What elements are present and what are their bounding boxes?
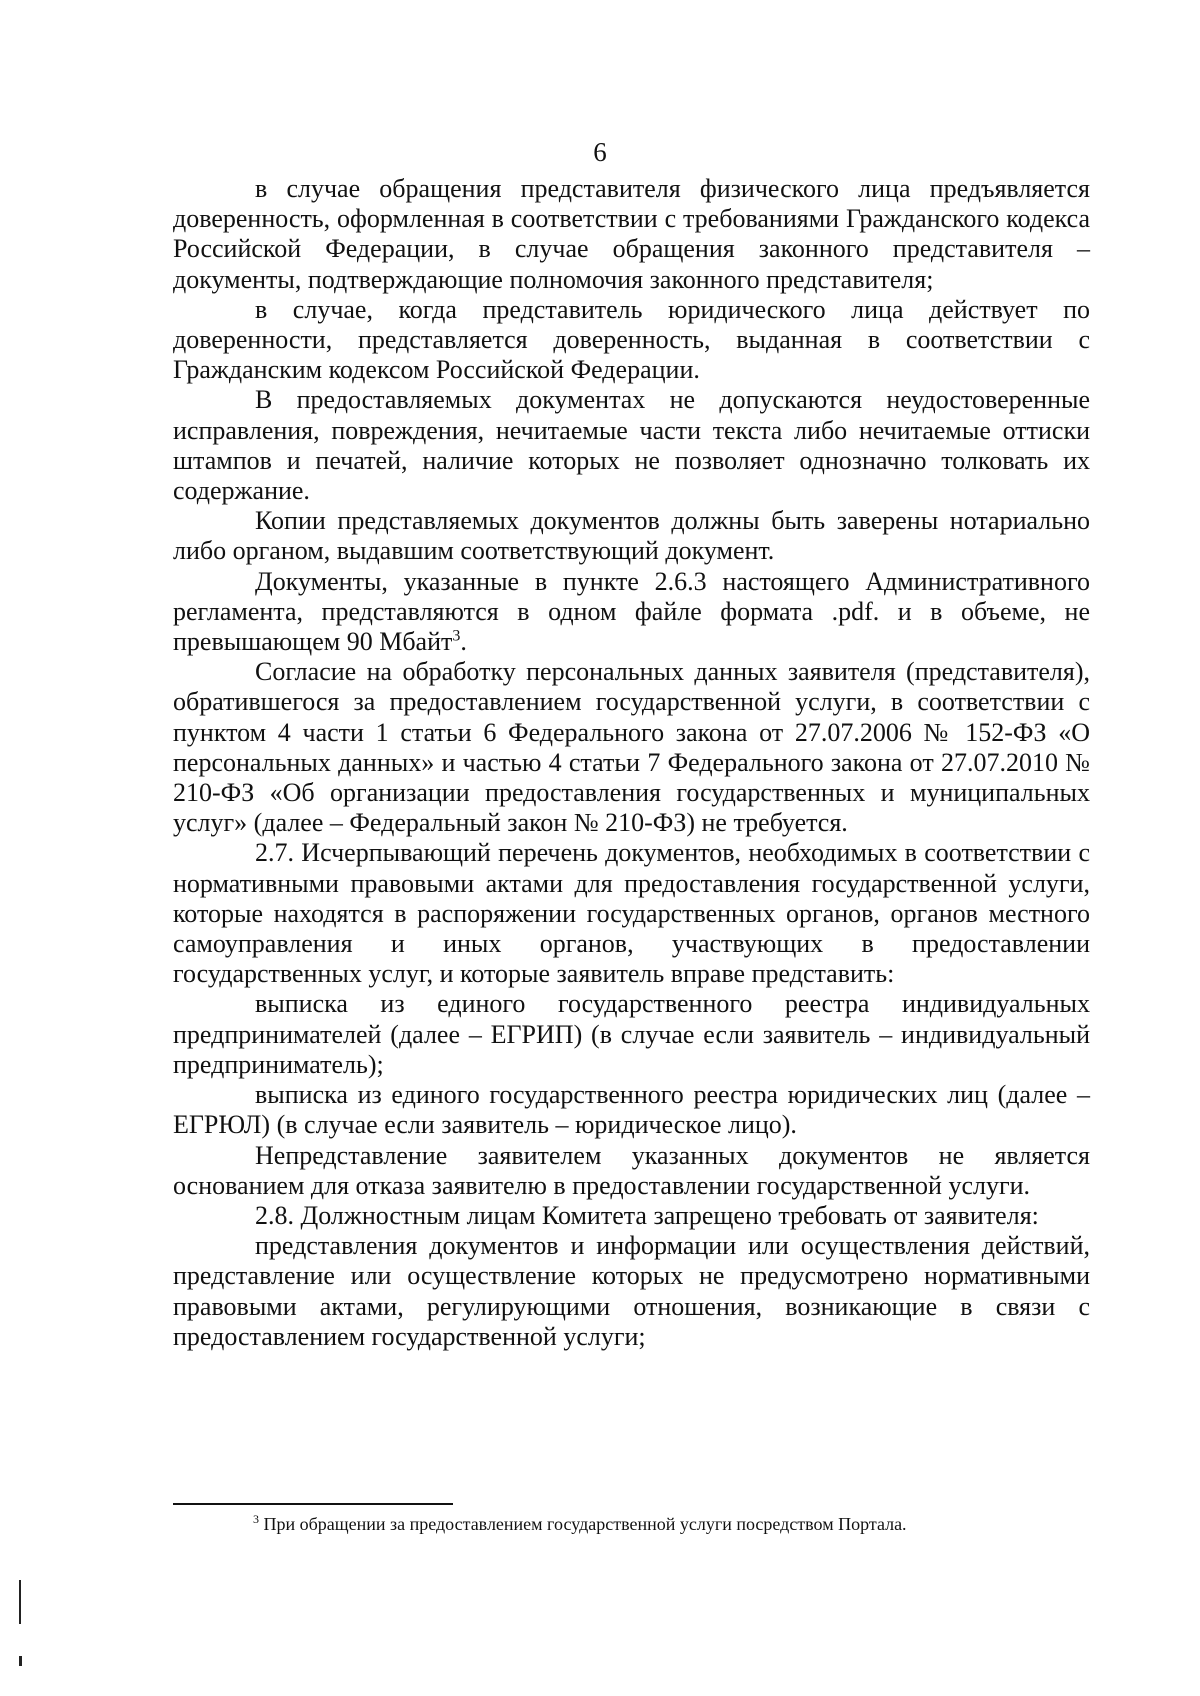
paragraph-representative-individual: в случае обращения представителя физического лица предъявляется доверенность, оформленная в соответствии с требованиями Гражданского кодекса Российской Федерации, в случае обращения законного представителя – документы, подтверждающие полномочия законного представителя; xyxy=(173,174,1090,294)
footnote-divider xyxy=(173,1503,453,1505)
paragraph-pdf-format xyxy=(173,567,1090,658)
paragraph-egrip-extract: выписка из единого государственного реестра индивидуальных предпринимателей (далее – ЕГРИП) (в случае если заявитель – индивидуальный предприниматель); xyxy=(173,989,1090,1079)
footnote xyxy=(253,1513,1090,1535)
paragraph-document-corrections: В предоставляемых документах не допускаются неудостоверенные исправления, повреждения, нечитаемые части текста либо нечитаемые оттиски штампов и печатей, наличие которых не позволяет однозначно толковать их содержание. xyxy=(173,385,1090,506)
scan-edge-mark xyxy=(19,1580,21,1624)
paragraph-section-2-8: 2.8. Должностным лицам Комитета запрещено требовать от заявителя: xyxy=(255,1200,1039,1230)
scan-edge-mark xyxy=(19,1656,22,1666)
paragraph-section-2-7: 2.7. Исчерпывающий перечень документов, необходимых в соответствии с нормативными правовыми актами для предоставления государственной услуги, которые находятся в распоряжении государственных органов, органов местного самоуправления и иных органов, участвующих в предоставлении государственных услуг, и которые заявитель вправе представить: xyxy=(173,838,1090,989)
paragraph-prohibited-requirements: представления документов и информации или осуществления действий, представление или осуществление которых не предусмотрено нормативными правовыми актами, регулирующими отношения, возникающие в связи с предоставлением государственной услуги; xyxy=(173,1231,1090,1351)
paragraph-egrul-extract: выписка из единого государственного реестра юридических лиц (далее – ЕГРЮЛ) (в случае если заявитель – юридическое лицо). xyxy=(173,1080,1090,1140)
footnote-reference: 3 xyxy=(452,627,461,645)
paragraph-notarized-copies: Копии представляемых документов должны быть заверены нотариально либо органом, выдавшим соответствующий документ. xyxy=(173,506,1090,566)
paragraph-pdf-format-end: . xyxy=(460,627,467,657)
paragraph-pdf-format-text: Документы, указанные в пункте 2.6.3 настоящего Административного регламента, представляются в одном файле формата .pdf. и в объеме, не превышающем 90 Мбайт xyxy=(173,566,1090,657)
paragraph-personal-data-consent: Согласие на обработку персональных данных заявителя (представителя), обратившегося за предоставлением государственной услуги, в соответствии с пунктом 4 части 1 статьи 6 Федерального закона от 27.07.2006 № 152-ФЗ «О персональных данных» и частью 4 статьи 7 Федерального закона от 27.07.2010 № 210-ФЗ «Об организации предоставления государственных и муниципальных услуг» (далее – Федеральный закон № 210-ФЗ) не требуется. xyxy=(173,657,1090,838)
paragraph-representative-legal-entity: в случае, когда представитель юридического лица действует по доверенности, представляется доверенность, выданная в соответствии с Гражданским кодексом Российской Федерации. xyxy=(173,294,1090,385)
footnote-marker: 3 xyxy=(253,1512,259,1526)
document-body xyxy=(173,174,1090,1352)
footnote-text: При обращении за предоставлением государственной услуги посредством Портала. xyxy=(263,1514,907,1534)
paragraph-non-submission: Непредставление заявителем указанных документов не является основанием для отказа заявителю в предоставлении государственной услуги. xyxy=(173,1140,1090,1200)
page-number: 6 xyxy=(593,137,607,167)
